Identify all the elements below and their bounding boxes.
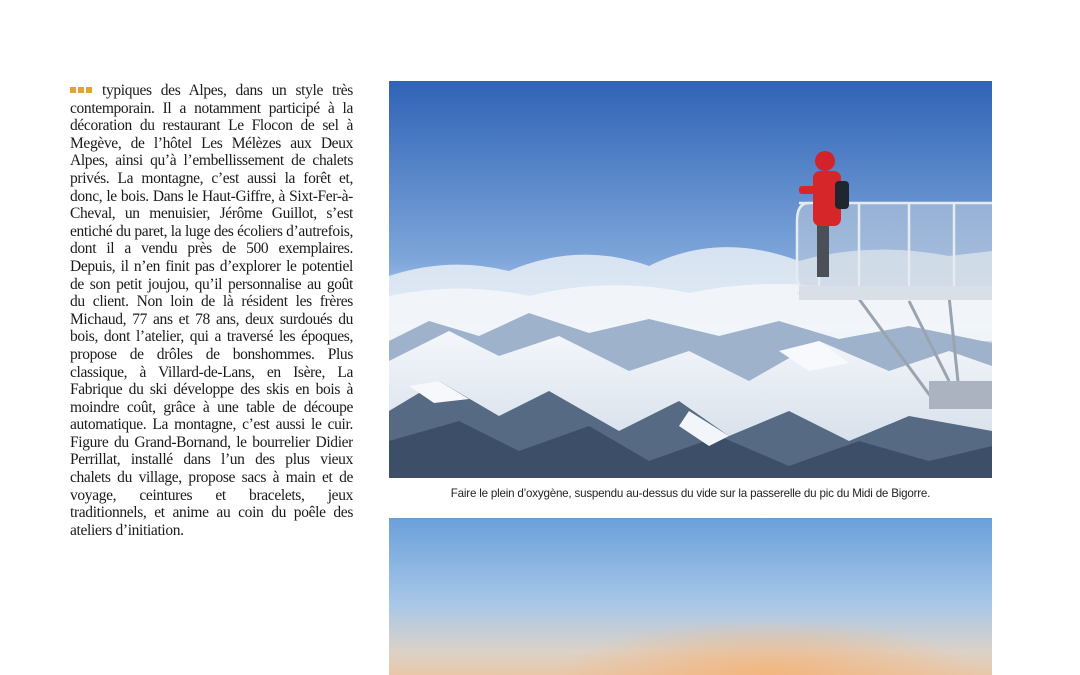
sunset-photo [389, 518, 992, 675]
sunset-photo-illustration [389, 518, 992, 675]
article-paragraph [70, 82, 353, 539]
section-marker-icon [70, 87, 92, 93]
skywalk-photo [389, 81, 992, 478]
skywalk-photo-illustration [389, 81, 992, 478]
article-body-text: typiques des Alpes, dans un style très contemporain. Il a notamment participé à la décoration du restaurant Le Flocon de sel à Megève, de l’hôtel Les Mélèzes aux Deux Alpes, ainsi qu’à l’embellissement de chalets privés. La montagne, c’est aussi la forêt et, donc, le bois. Dans le Haut-Giffre, à Sixt-Fer-à-Cheval, un menuisier, Jérôme Guillot, s’est entiché du paret, la luge des écoliers d’autrefois, dont il a vendu près de 500 exemplaires. Depuis, il n’en finit pas d’explorer le potentiel de son petit joujou, qu’il personnalise au goût du client. Non loin de là résident les frères Michaud, 77 ans et 78 ans, deux surdoués du bois, dont l’atelier, qui a traversé les époques, propose de drôles de bonshommes. Plus classique, à Villard-de-Lans, en Isère, La Fabrique du ski développe des skis en bois à moindre coût, grâce à une table de découpe automatique. La montagne, c’est aussi le cuir. Figure du Grand-Bornand, le bourrelier Didier Perrillat, installé dans l’un des plus vieux chalets du village, propose sacs à main et de voyage, ceintures et bracelets, jeux traditionnels, et anime au coin du poêle des ateliers d’initiation. [70, 82, 353, 539]
photo-caption: Faire le plein d’oxygène, suspendu au-dessus du vide sur la passerelle du pic du Midi de Bigorre. [450, 487, 931, 500]
article-text-column [70, 82, 353, 675]
